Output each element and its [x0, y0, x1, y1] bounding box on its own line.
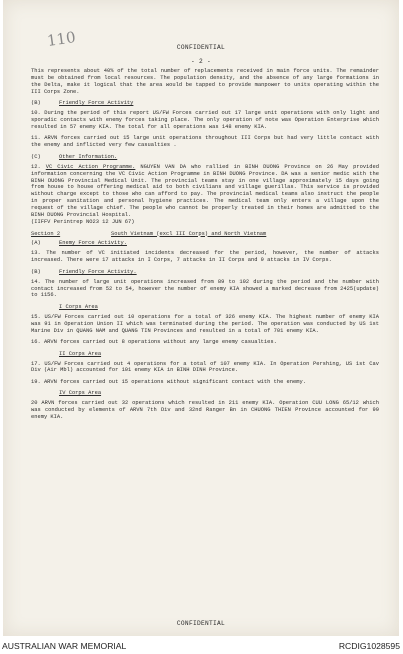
- paragraph-10: 10. During the period of this report US/FW Forces carried out 17 large unit operations with only light and sporadic contacts with enemy forces taking place. The only operation of note was Operation Enterprise which resulted in 57 enemy KIA. The total for all operations was 148 enemy KIA.: [31, 110, 379, 130]
- iv-corps-heading: IV Corps Area: [59, 390, 102, 397]
- section-b-heading: (B) Friendly Force Activity: [31, 100, 134, 107]
- ii-corps-heading: II Corps Area: [59, 350, 102, 357]
- intro-paragraph: This represents about 40% of the total number of replacements received in main force units. The remainder must be obtained from local resources. The population density, and the absence of any large formations in the Delta, make it logical that the area would be tapped to provide manpower to units operating within the III Corps Zone.: [31, 68, 379, 95]
- section-c-heading: (C) Other Information.: [31, 153, 118, 160]
- document-page: [3, 0, 399, 636]
- handwritten-page-number: 110: [45, 28, 77, 50]
- section-b2-heading: (B) Friendly Force Activity.: [31, 268, 137, 275]
- document-body: [31, 68, 379, 426]
- archive-reference: RCDIG1028595: [338, 641, 400, 651]
- paragraph-16: 16. ARVN forces carried out 8 operations without any large enemy casualties.: [31, 339, 277, 346]
- paragraph-15: 15. US/FW Forces carried out 10 operations for a total of 326 enemy KIA. The highest number of enemy KIA was 91 in Operation Union II which was terminated during the period. The operation was conducted by US 1st Marine Div in QUANG NAM and QUANG TIN Provinces and resulted in a total of 701 enemy KIA.: [31, 313, 379, 334]
- paragraph-14: 14. The number of large unit operations increased from 89 to 102 during the period and the number with contact increased from 52 to 54, however the number of enemy KIA showed a marked decrease from 2425(update) to 1156.: [31, 278, 379, 299]
- archive-footer: [0, 638, 403, 654]
- paragraph-17: 17. US/FW Forces carried out 4 operations for a total of 107 enemy KIA. In Operation Pershing, US 1st Cav Div (Air Mbl) accounted for 101 enemy KIA in BINH DINH Province.: [31, 360, 379, 374]
- classification-header: CONFIDENTIAL: [176, 44, 226, 51]
- section-2-heading: Section 2 South Vietnam (excl III Corps) and North Vietnam: [31, 230, 267, 237]
- page-number: - 2 -: [190, 58, 212, 65]
- paragraph-12-reference: (IIFFV Perintrep NO23 12 JUN 67): [31, 219, 135, 225]
- paragraph-20: 20 ARVN forces carried out 32 operations which resulted in 211 enemy KIA. Operation CUU LONG 65/12 which was conducted by elements of ARVN 7th Div and 32nd Ranger Bn in CHUONG THIEN Province accounted for 99 enemy KIA.: [31, 400, 379, 421]
- paragraph-19: 19. ARVN forces carried out 15 operations without significant contact with the enemy.: [31, 378, 306, 385]
- paragraph-11: 11. ARVN forces carried out 15 large unit operations throughout III Corps but had very little contact with the enemy and inflicted very few casualties .: [31, 135, 379, 149]
- archive-name: AUSTRALIAN WAR MEMORIAL: [2, 641, 127, 651]
- section-a-heading: (A) Enemy Force Activity.: [31, 240, 127, 247]
- i-corps-heading: I Corps Area: [59, 303, 98, 310]
- paragraph-12: 12. VC Civic Action Programme. NGUYEN VAN DA who rallied in BINH DUONG Province on 26 May provided information concerning the VC Civic Action Programme in BINH DUONG Province. DA was a senior medic with the BINH DUONG Provincial Medical Unit. The provincial teams stay in one village approximately 15 days going from house to house offering medical aid to both civilians and village guerillas. This service is provided without charge except to those who can afford to pay. The provincial medical teams also instruct the people in proper sanitation and personal hygiene practices. The medical team only enters a village upon the request of the village chief. The people who cannot be properly treated in their homes are admitted to the BINH DUONG Provincial Hospital.: [31, 163, 379, 219]
- classification-footer: CONFIDENTIAL: [176, 620, 226, 627]
- paragraph-13: 13. The number of VC initiated incidents decreased for the period, however, the number of attacks increased. There were 17 attacks in I Corps, 7 attacks in II Corps and 9 attacks in IV Corps.: [31, 250, 379, 264]
